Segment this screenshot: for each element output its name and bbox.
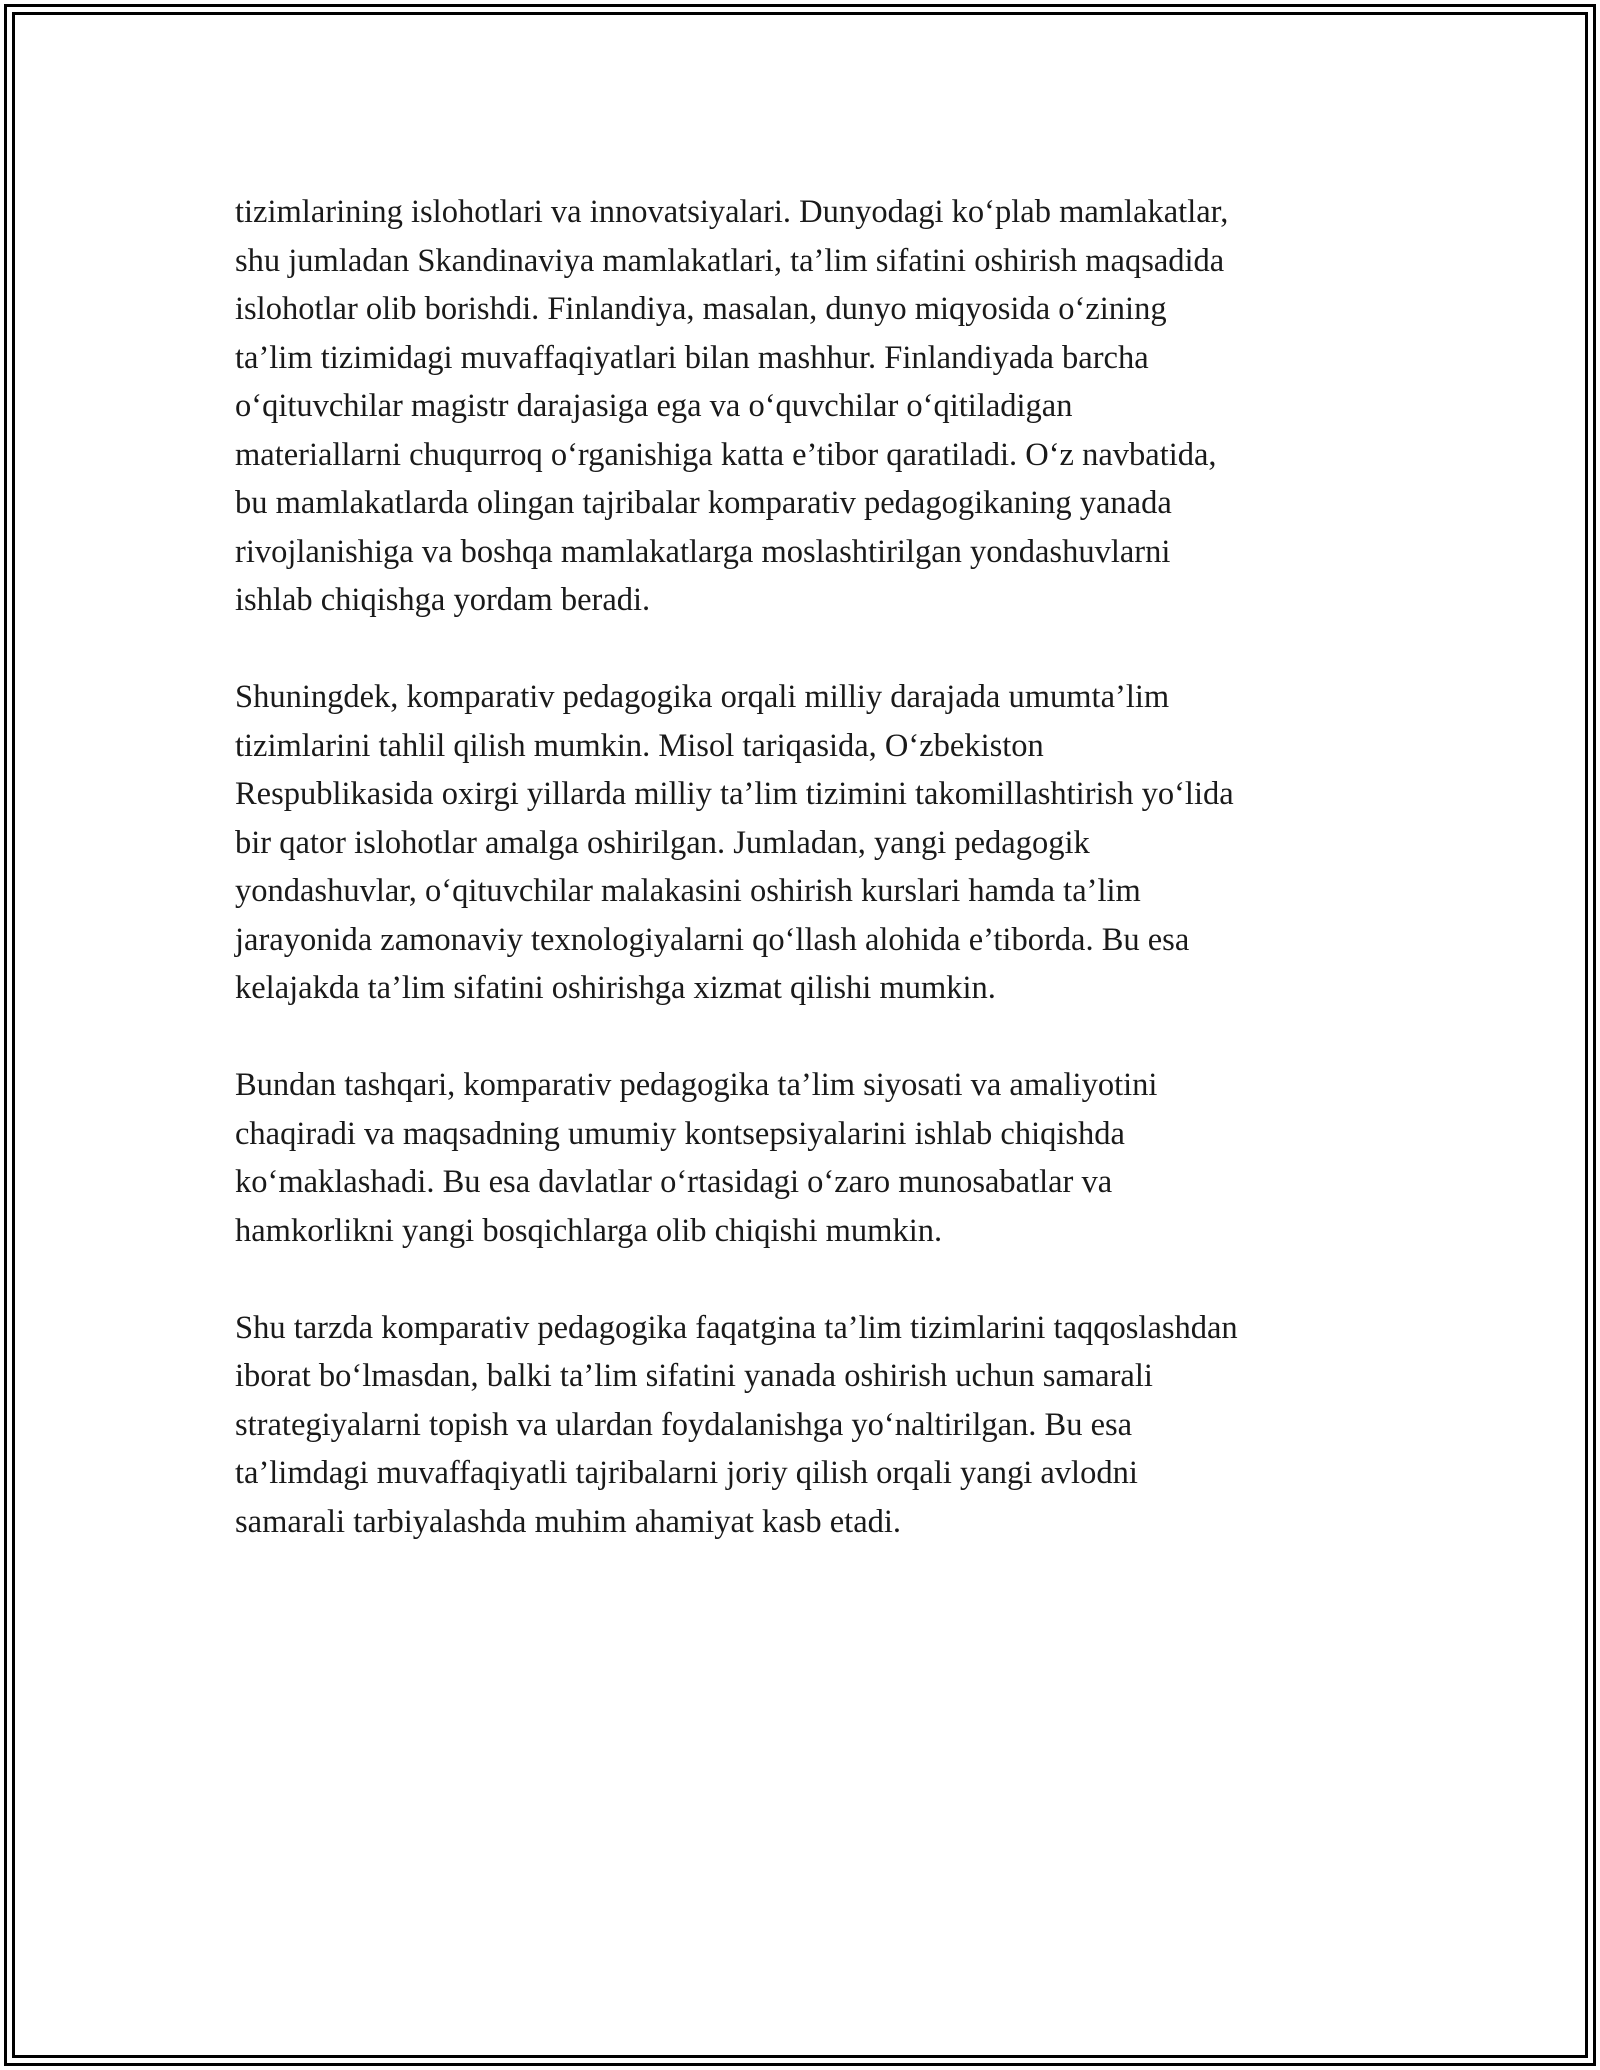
text-line: chaqiradi va maqsadning umumiy kontsepsiyalarini ishlab chiqishda [235,1115,1125,1152]
text-line: o‘qituvchilar magistr darajasiga ega va o‘quvchilar o‘qitiladigan [235,388,1073,424]
text-line: tizimlarining islohotlari va innovatsiyalari. Dunyodagi ko‘plab mamlakatlar, [235,194,1229,230]
text-line: iborat bo‘lmasdan, balki ta’lim sifatini yanada oshirish uchun samarali [235,1358,1153,1394]
text-line: tizimlarini tahlil qilish mumkin. Misol tariqasida, O‘zbekiston [235,727,1044,764]
text-line: Bundan tashqari, komparativ pedagogika ta’lim siyosati va amaliyotini [235,1067,1158,1103]
text-line: rivojlanishiga va boshqa mamlakatlarga moslashtirilgan yondashuvlarni [235,533,1171,570]
text-line: strategiyalarni topish va ulardan foydalanishga yo‘naltirilgan. Bu esa [235,1406,1133,1443]
paragraph-3 [235,1061,1415,1255]
document-body [235,188,1415,1595]
text-line: Shuningdek, komparativ pedagogika orqali milliy darajada umumta’lim [235,679,1170,715]
text-line: Respublikasida oxirgi yillarda milliy ta’lim tizimini takomillashtirish yo‘lida [235,776,1234,812]
paragraph-2 [235,673,1415,1013]
text-line: yondashuvlar, o‘qituvchilar malakasini oshirish kurslari hamda ta’lim [235,873,1141,909]
text-line: hamkorlikni yangi bosqichlarga olib chiqishi mumkin. [235,1212,943,1249]
text-line: jarayonida zamonaviy texnologiyalarni qo‘llash alohida e’tiborda. Bu esa [235,921,1190,958]
text-line: bir qator islohotlar amalga oshirilgan. Jumladan, yangi pedagogik [235,824,1090,861]
text-line: bu mamlakatlarda olingan tajribalar komparativ pedagogikaning yanada [235,485,1172,521]
paragraph-1 [235,188,1415,625]
text-line: islohotlar olib borishdi. Finlandiya, masalan, dunyo miqyosida o‘zining [235,291,1167,327]
paragraph-4 [235,1304,1415,1547]
text-line: ta’limdagi muvaffaqiyatli tajribalarni joriy qilish orqali yangi avlodni [235,1455,1138,1491]
text-line: materiallarni chuqurroq o‘rganishiga katta e’tibor qaratiladi. O‘z navbatida, [235,436,1217,473]
text-line: samarali tarbiyalashda muhim ahamiyat kasb etadi. [235,1503,902,1540]
text-line: ta’lim tizimidagi muvaffaqiyatlari bilan mashhur. Finlandiyada barcha [235,339,1149,376]
text-line: ko‘maklashadi. Bu esa davlatlar o‘rtasidagi o‘zaro munosabatlar va [235,1164,1113,1200]
text-line: Shu tarzda komparativ pedagogika faqatgina ta’lim tizimlarini taqqoslashdan [235,1309,1238,1346]
text-line: shu jumladan Skandinaviya mamlakatlari, ta’lim sifatini oshirish maqsadida [235,242,1225,279]
text-line: kelajakda ta’lim sifatini oshirishga xizmat qilishi mumkin. [235,970,996,1006]
text-line: ishlab chiqishga yordam beradi. [235,582,651,618]
